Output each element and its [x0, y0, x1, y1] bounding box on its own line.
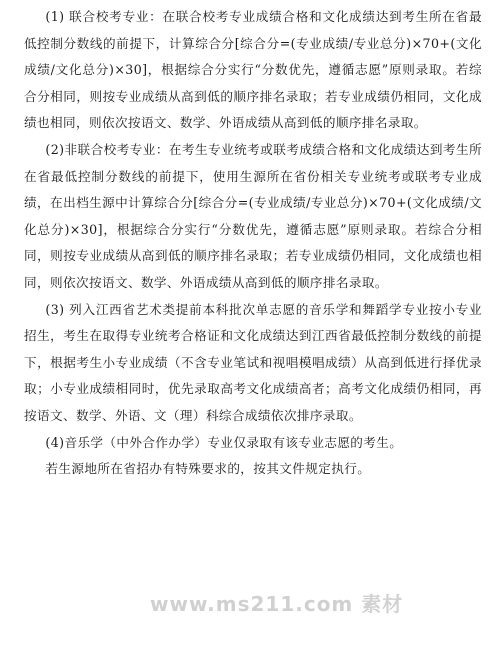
paragraph-joint-exam: (1) 联合校考专业：在联合校考专业成绩合格和文化成绩达到考生所在省最低控制分数线的前提下，计算综合分[综合分=(专业成绩/专业总分)×70+(文化成绩/文化总分)×30]，根据综合分实行“分数优先，遵循志愿”原则录取。若综合分相同，则按专业成绩从高到低的顺序排名录取；若专业成绩仍相同，文化成绩也相同，则依次按语文、数学、外语成绩从高到低的顺序排名录取。 — [24, 9, 482, 131]
paragraph-non-joint-exam: (2)非联合校考专业：在考生专业统考或联考成绩合格和文化成绩达到考生所在省最低控制分数线的前提下，使用生源所在省份相关专业统考或联考专业成绩，在出档生源中计算综合分[综合分=(专业成绩/专业总分)×70+(文化成绩/文化总分)×30]，根据综合分实行“分数优先，遵循志愿”原则录取。若综合分相同，则按专业成绩从高到低的顺序排名录取；若专业成绩仍相同，文化成绩也相同，则依次按语文、数学、外语成绩从高到低的顺序排名录取。 — [24, 141, 482, 290]
paragraph-music-cooperative: (4)音乐学（中外合作办学）专业仅录取有该专业志愿的考生。 — [45, 434, 403, 450]
paragraph-special-requirements: 若生源地所在省招办有特殊要求的，按其文件规定执行。 — [45, 461, 371, 477]
paragraph-jiangxi-music-dance: (3) 列入江西省艺术类提前本科批次单志愿的音乐学和舞蹈学专业按小专业招生，考生在取得专业统考合格证和文化成绩达到江西省最低控制分数线的前提下，根据考生小专业成绩（不含专业笔试和视唱模唱成绩）从高到低进行择优录取；小专业成绩相同时，优先录取高考文化成绩高者；高考文化成绩仍相同，再按语文、数学、外语、文（理）科综合成绩依次排序录取。 — [24, 301, 482, 423]
watermark: www.ms211.com 素材 — [150, 592, 404, 616]
